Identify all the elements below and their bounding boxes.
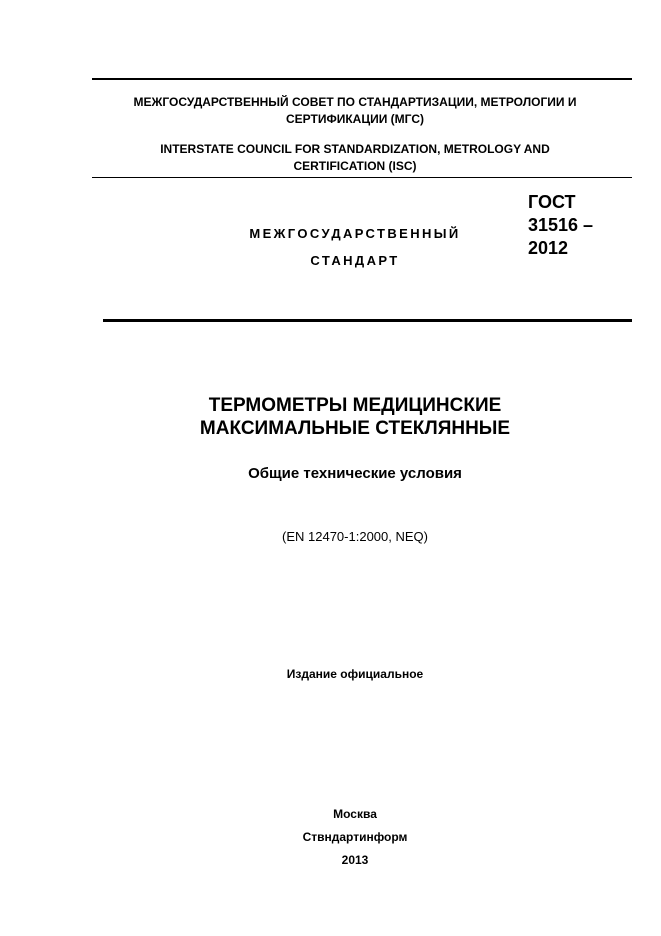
- document-title-line-1: ТЕРМОМЕТРЫ МЕДИЦИНСКИЕ: [208, 395, 502, 416]
- standard-code: [528, 191, 638, 260]
- document-subtitle: Общие технические условия: [248, 465, 462, 482]
- standard-code-line-2: 31516 –: [528, 215, 594, 235]
- council-name-russian: [95, 94, 615, 128]
- standard-kind: [210, 220, 500, 274]
- standard-code-line-3: 2012: [528, 238, 569, 258]
- council-ru-line-1: МЕЖГОСУДАРСТВЕННЫЙ СОВЕТ ПО СТАНДАРТИЗАЦИИ, МЕТРОЛОГИИ И: [133, 95, 577, 109]
- imprint: [60, 803, 650, 872]
- council-ru-line-2: СЕРТИФИКАЦИИ (МГС): [286, 112, 424, 126]
- title-block-rule: [103, 319, 632, 322]
- edition-note: Издание официальное: [286, 667, 424, 681]
- document-title-line-2: МАКСИМАЛЬНЫЕ СТЕКЛЯННЫЕ: [199, 418, 511, 439]
- standard-code-line-1: ГОСТ: [528, 192, 576, 212]
- council-en-line-2: CERTIFICATION (ISC): [293, 159, 417, 173]
- reference-standard: (EN 12470-1:2000, NEQ): [282, 529, 428, 544]
- council-name-english: [95, 141, 615, 175]
- top-rule: [92, 78, 632, 80]
- imprint-publisher: Ствндартинформ: [302, 830, 408, 844]
- imprint-year: 2013: [341, 853, 369, 867]
- council-en-line-1: INTERSTATE COUNCIL FOR STANDARDIZATION, METROLOGY AND: [160, 142, 550, 156]
- header-divider-rule: [92, 177, 632, 178]
- standard-kind-line-2: СТАНДАРТ: [310, 253, 400, 268]
- standard-kind-line-1: МЕЖГОСУДАРСТВЕННЫЙ: [249, 226, 461, 241]
- imprint-city: Москва: [333, 807, 377, 821]
- document-title: [60, 394, 650, 440]
